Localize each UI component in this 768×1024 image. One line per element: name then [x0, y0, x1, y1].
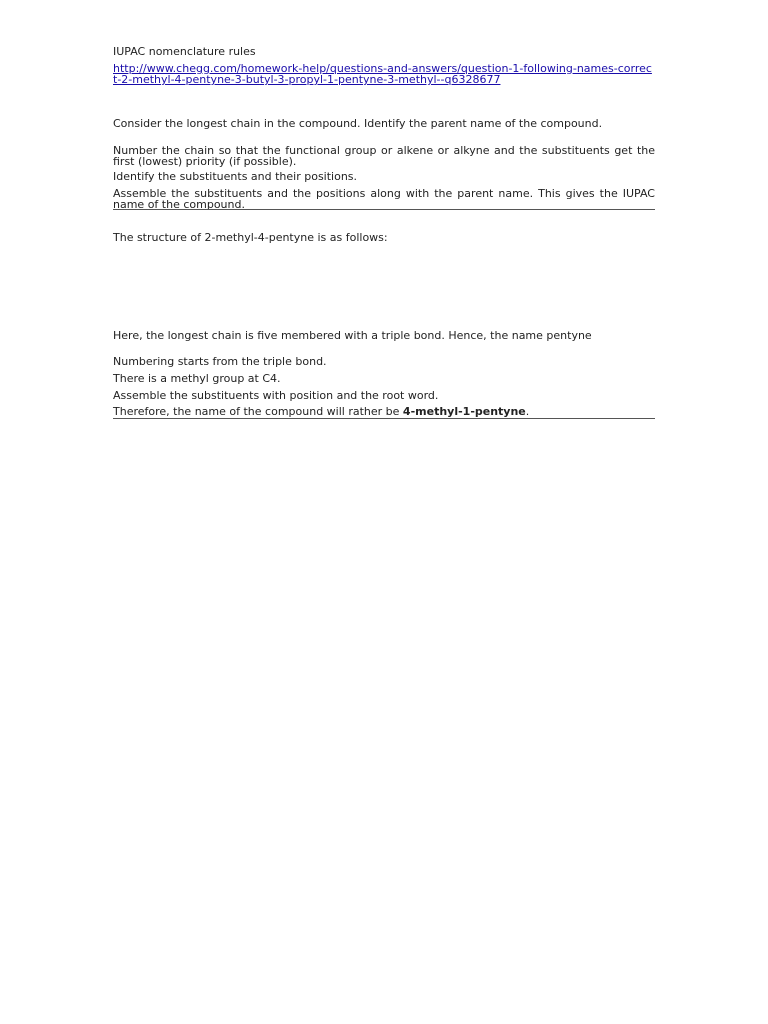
- structure-image-area: [113, 248, 655, 326]
- compound-name: 4-methyl-1-pentyne: [402, 405, 526, 418]
- explanation-2: Numbering starts from the triple bond.: [113, 355, 327, 368]
- rule-4: Assemble the substituents and the positions along with the parent name. This gives the IUPAC name of the compound.: [113, 187, 655, 211]
- explanation-4: Assemble the substituents with position and the root word.: [113, 389, 439, 402]
- section-divider: [113, 209, 655, 210]
- explanation-3: There is a methyl group at C4.: [113, 372, 281, 385]
- conclusion-suffix: .: [525, 405, 530, 418]
- rule-2: Number the chain so that the functional group or alkene or alkyne and the substituents get the first (lowest) priority (if possible).: [113, 144, 655, 168]
- source-link[interactable]: http://www.chegg.com/homework-help/questions-and-answers/question-1-following-names-correct-2-methyl-4-pentyne-3-butyl-3-propyl-1-pentyne-3-methyl--q6328677: [113, 62, 652, 86]
- rule-3: Identify the substituents and their positions.: [113, 170, 358, 183]
- structure-intro: The structure of 2-methyl-4-pentyne is as follows:: [113, 231, 388, 244]
- explanation-1: Here, the longest chain is five membered with a triple bond. Hence, the name pentyne: [113, 329, 592, 342]
- rule-1: Consider the longest chain in the compound. Identify the parent name of the compound.: [113, 117, 603, 130]
- conclusion: [113, 406, 655, 417]
- document-title: IUPAC nomenclature rules: [113, 45, 256, 58]
- end-divider: [113, 418, 655, 419]
- conclusion-prefix: Therefore, the name of the compound will rather be: [113, 405, 403, 418]
